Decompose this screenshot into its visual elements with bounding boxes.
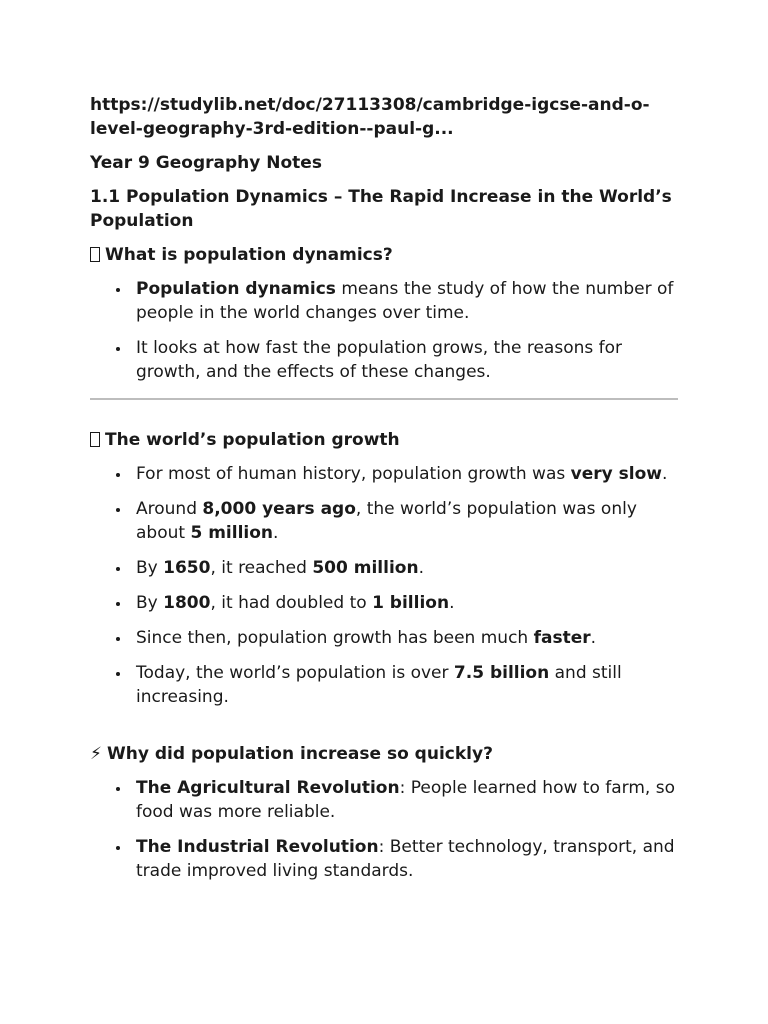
bold-term: The Agricultural Revolution	[136, 778, 400, 798]
bold-term: 7.5 billion	[453, 663, 550, 683]
list-item	[114, 497, 678, 545]
list-item	[114, 336, 678, 384]
bold-term: 500 million	[312, 558, 419, 578]
item-text: .	[418, 558, 424, 578]
item-text: means the study of how the number of people in the world changes over time.	[136, 279, 674, 323]
bold-term: Population dynamics	[136, 279, 336, 299]
item-text: , it had doubled to	[210, 593, 373, 613]
item-text: Today, the world’s population is over	[136, 663, 454, 683]
item-text: , the world’s population was only about	[136, 499, 637, 543]
bold-term: 1 billion	[372, 593, 450, 613]
list-item	[114, 277, 678, 325]
item-text: By	[136, 558, 164, 578]
bold-term: 5 million	[190, 523, 274, 543]
doc-title: Year 9 Geography Notes	[90, 153, 322, 173]
item-text: .	[661, 464, 668, 484]
heading-text: Why did population increase so quickly?	[107, 744, 493, 764]
item-text: : People learned how to farm, so food was more reliable.	[136, 778, 675, 822]
bold-term: very slow	[570, 464, 662, 484]
list-item	[114, 626, 678, 650]
list-item	[114, 661, 678, 709]
list-population-dynamics	[90, 277, 678, 384]
list-why-increase	[90, 776, 678, 883]
item-text: For most of human history, population growth was	[136, 464, 571, 484]
spacer	[90, 720, 678, 742]
item-text: Around	[136, 499, 203, 519]
source-url[interactable]: https://studylib.net/doc/27113308/cambridge-igcse-and-o-level-geography-3rd-edition--paul-g...	[90, 95, 650, 139]
item-text: , it reached	[210, 558, 313, 578]
item-text: and still increasing.	[136, 663, 622, 707]
lightning-icon: ⚡	[90, 744, 102, 764]
section-heading-population-dynamics	[90, 243, 678, 267]
section-heading-population-growth	[90, 428, 678, 452]
bold-term: 1800	[163, 593, 211, 613]
bold-term: 1650	[163, 558, 211, 578]
item-text: It looks at how fast the population grows, the reasons for growth, and the effects of these changes.	[136, 338, 623, 382]
heading-text: The world’s population growth	[105, 430, 400, 450]
missing-glyph-icon	[90, 432, 100, 447]
item-text: : Better technology, transport, and trade improved living standards.	[136, 837, 675, 881]
item-text: Since then, population growth has been much	[136, 628, 534, 648]
item-text: .	[590, 628, 597, 648]
bold-term: 8,000 years ago	[202, 499, 356, 519]
item-text: By	[136, 593, 164, 613]
list-item	[114, 591, 678, 615]
horizontal-divider	[90, 398, 678, 400]
bold-term: faster	[533, 628, 591, 648]
list-item	[114, 776, 678, 824]
item-text: .	[449, 593, 455, 613]
item-text: .	[273, 523, 279, 543]
section-title: 1.1 Population Dynamics – The Rapid Increase in the World’s Population	[90, 187, 672, 231]
bold-term: The Industrial Revolution	[136, 837, 379, 857]
list-item	[114, 556, 678, 580]
heading-text: What is population dynamics?	[105, 245, 393, 265]
section-heading-why-increase	[90, 742, 678, 766]
list-item	[114, 462, 678, 486]
list-population-growth	[90, 462, 678, 709]
list-item	[114, 835, 678, 883]
missing-glyph-icon	[90, 247, 100, 262]
